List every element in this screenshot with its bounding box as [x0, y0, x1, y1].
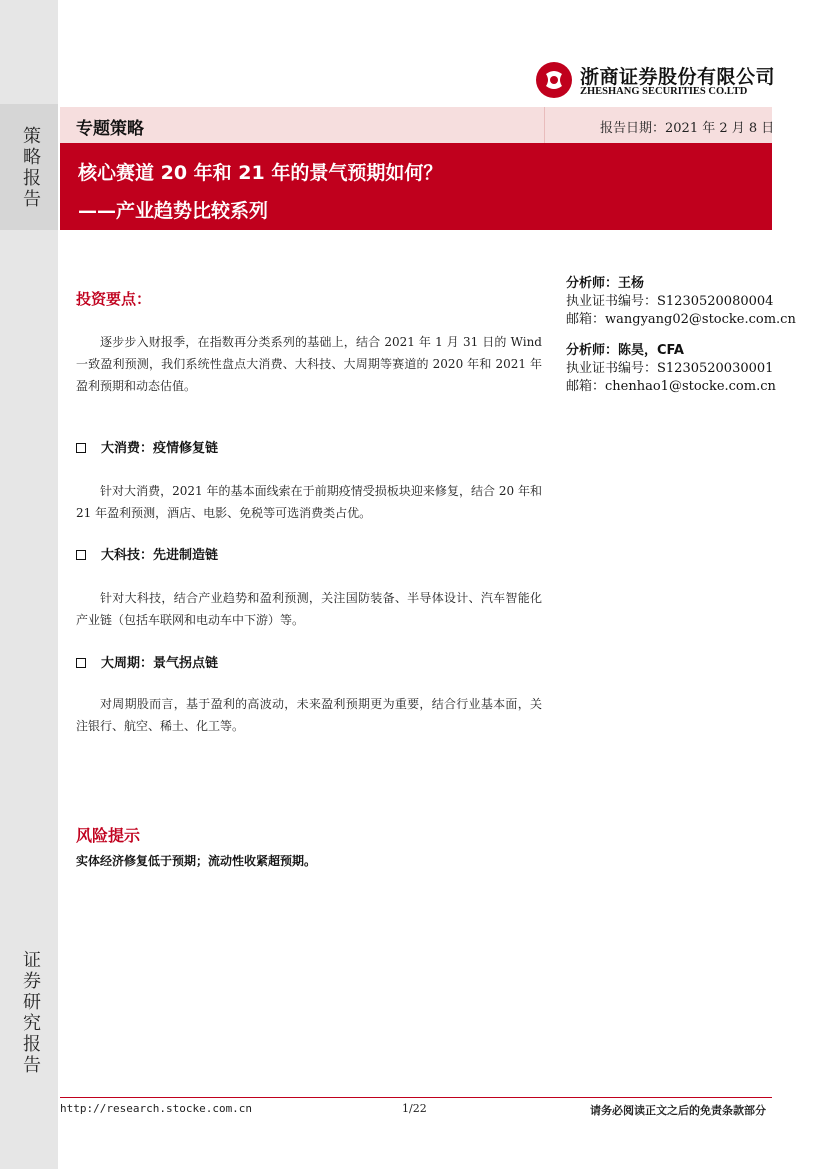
footer-divider [60, 1097, 772, 1098]
sidebar-top-char: 报 [23, 168, 41, 189]
report-type: 专题策略 [76, 119, 144, 139]
analyst-name: 分析师：陈昊，CFA [566, 343, 684, 358]
topic-bar [60, 107, 775, 143]
section-heading [76, 652, 218, 671]
sidebar-bottom-label [20, 950, 44, 1076]
sidebar-bottom-char: 券 [23, 971, 41, 992]
key-points-heading: 投资要点： [76, 290, 152, 308]
sidebar-top-char: 告 [23, 189, 41, 210]
section-heading-text: 大科技：先进制造链 [101, 548, 219, 563]
company-logo [536, 58, 776, 104]
logo-company-name: 浙商证券股份有限公司 [580, 66, 776, 88]
analyst-card [566, 342, 776, 396]
report-date: 报告日期：2021 年 2 月 8 日 [600, 121, 775, 136]
logo-company-name-en: ZHESHANG SECURITIES CO.LTD [580, 86, 748, 97]
section-heading-text: 大周期：景气拐点链 [101, 656, 219, 671]
section-heading [76, 544, 218, 563]
report-subtitle: ——产业趋势比较系列 [78, 200, 269, 222]
analyst-name: 分析师：王杨 [566, 276, 645, 291]
sidebar-top-char: 略 [23, 147, 41, 168]
sidebar-top-char: 策 [23, 126, 41, 147]
checkbox-bullet-icon [76, 658, 86, 668]
section-heading-text: 大消费：疫情修复链 [101, 441, 219, 456]
sidebar-bottom-char: 研 [23, 992, 41, 1013]
title-banner [60, 143, 772, 230]
analyst-email[interactable]: 邮箱：wangyang02@stocke.com.cn [566, 312, 796, 327]
analyst-email[interactable]: 邮箱：chenhao1@stocke.com.cn [566, 379, 776, 394]
section-heading [76, 437, 218, 456]
footer-url-link[interactable]: http://research.stocke.com.cn [60, 1102, 253, 1115]
section-paragraph: 对周期股而言，基于盈利的高波动，未来盈利预期更为重要，结合行业基本面，关注银行、航空、稀土、化工等。 [76, 697, 542, 733]
intro-paragraph: 逐步步入财报季，在指数再分类系列的基础上，结合 2021 年 1 月 31 日的 Wind 一致盈利预测，我们系统性盘点大消费、大科技、大周期等赛道的 2020 年和 2021 年盈利预期和动态估值。 [76, 335, 542, 393]
logo-icon [536, 62, 572, 98]
sidebar-bottom-char: 究 [23, 1013, 41, 1034]
analyst-cert: 执业证书编号：S1230520030001 [566, 361, 774, 376]
sidebar-bottom-char: 报 [23, 1034, 41, 1055]
risk-heading: 风险提示 [76, 826, 141, 845]
section-paragraph: 针对大消费，2021 年的基本面线索在于前期疫情受损板块迎来修复，结合 20 年和 21 年盈利预测，酒店、电影、免税等可选消费类占优。 [76, 484, 542, 520]
report-title: 核心赛道 20 年和 21 年的景气预期如何？ [78, 162, 443, 184]
checkbox-bullet-icon [76, 443, 86, 453]
sidebar-bottom-char: 证 [23, 950, 41, 971]
footer-disclaimer-note: 请务必阅读正文之后的免责条款部分 [590, 1104, 766, 1117]
section-paragraph: 针对大科技，结合产业趋势和盈利预测，关注国防装备、半导体设计、汽车智能化产业链（包括车联网和电动车中下游）等。 [76, 591, 542, 627]
analyst-cert: 执业证书编号：S1230520080004 [566, 294, 774, 309]
risk-text: 实体经济修复低于预期；流动性收紧超预期。 [76, 854, 317, 868]
page-number: 1/22 [402, 1102, 427, 1115]
checkbox-bullet-icon [76, 550, 86, 560]
sidebar-bottom-char: 告 [23, 1055, 41, 1076]
topic-divider [544, 107, 545, 143]
sidebar-top-label [20, 126, 44, 210]
analyst-card [566, 275, 796, 329]
